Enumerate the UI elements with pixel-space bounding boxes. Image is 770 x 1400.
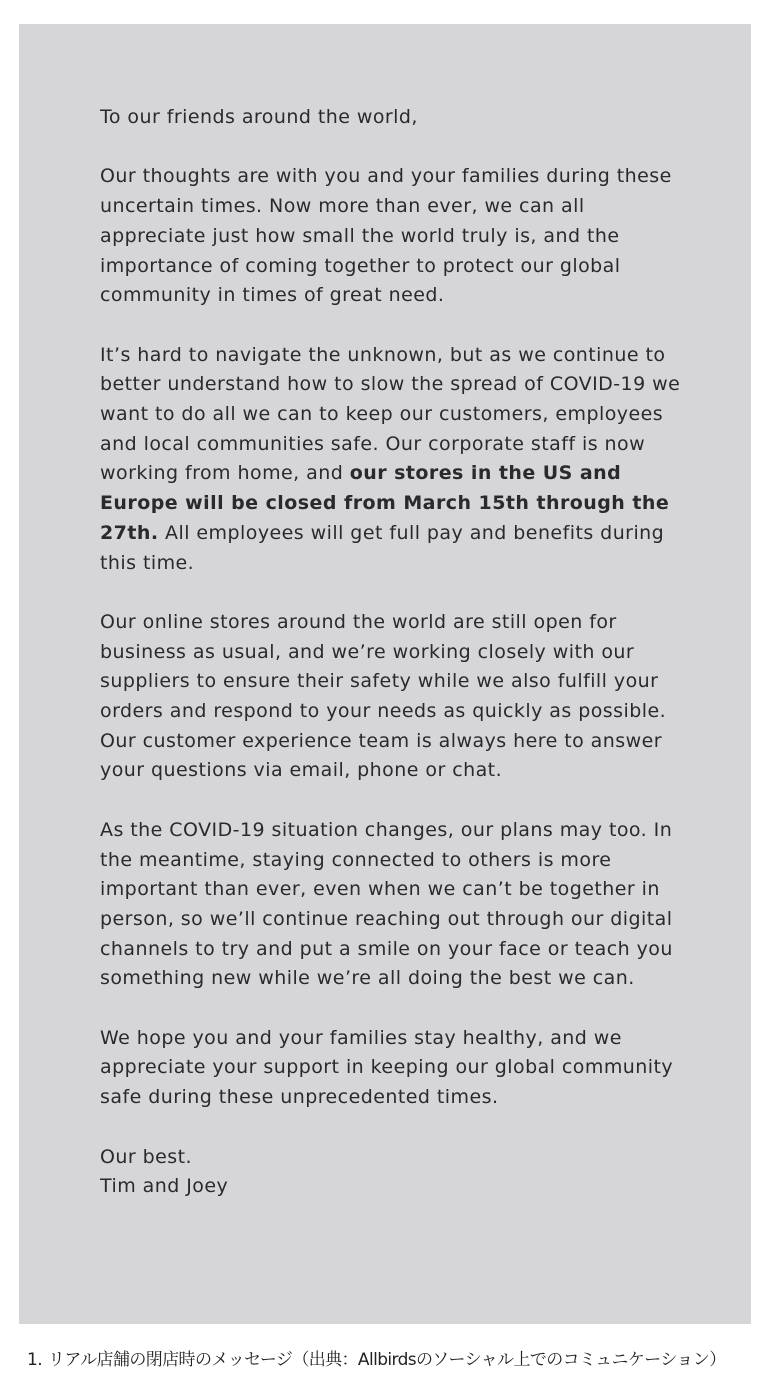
letter-paragraph-4: As the COVID-19 situation changes, our plans may too. In the meantime, staying connected to others is more important than ever, even when we can’t be together in person, so we’ll continue reaching out through our digital channels to try and put a smile on your face or teach you something new while we’re all doing the best we can.: [100, 818, 673, 990]
letter-paragraph-3: Our online stores around the world are still open for business as usual, and we’re working closely with our suppliers to ensure their safety while we also fulfill your orders and respond to your needs as quickly as possible. Our customer experience team is always here to answer your questions via email, phone or chat.: [100, 610, 667, 782]
figure-caption: [27, 1346, 757, 1374]
store-closure-notice: our stores in the US and Europe will be closed from March 15th through the 27th.: [100, 462, 670, 544]
letter-closing: Our best.: [100, 1145, 193, 1168]
letter-paragraph-1: Our thoughts are with you and your families during these uncertain times. Now more than ever, we can all appreciate just how small the world truly is, and the importance of coming together to protect our global community in times of great need.: [100, 165, 672, 307]
letter-body: [100, 103, 690, 1232]
caption-number: 1.: [27, 1350, 43, 1370]
letter-panel: [19, 24, 751, 1324]
letter-greeting: To our friends around the world,: [100, 106, 418, 128]
paragraph-2-start: It’s hard to navigate the unknown, but as we continue to better understand how to slow the spread of COVID-19 we want to do all we can to keep our customers, employees and local communities safe. Our corporate staff is now working from home, and: [100, 343, 681, 485]
paragraph-2-end: All employees will get full pay and benefits during this time.: [100, 521, 665, 574]
letter-signature: Tim and Joey: [100, 1175, 229, 1198]
caption-text: リアル店舗の閉店時のメッセージ（出典：Allbirdsのソーシャル上でのコミュニケーション）: [48, 1350, 726, 1370]
letter-paragraph-5: We hope you and your families stay healthy, and we appreciate your support in keeping our global community safe during these unprecedented times.: [100, 1026, 674, 1109]
letter-paragraph-2: [100, 341, 690, 579]
letter-signoff: [100, 1143, 690, 1202]
